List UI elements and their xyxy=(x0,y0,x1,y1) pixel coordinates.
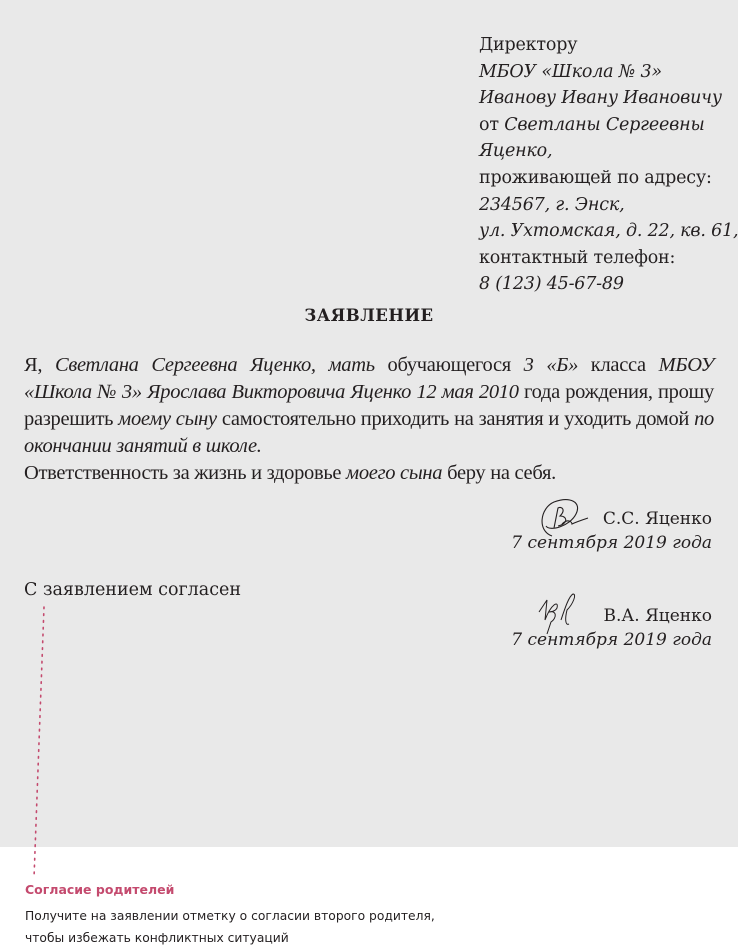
note-line-1: Получите на заявлении отметку о согласии второго родителя, xyxy=(25,909,435,923)
phone-label: контактный телефон: xyxy=(479,247,676,268)
statement-paragraph-1 xyxy=(24,352,714,460)
signature-block-father xyxy=(511,604,712,652)
note-text xyxy=(25,905,435,949)
sender-name: от Светланы Сергеевны xyxy=(479,114,705,135)
statement-text-segment: МБОУ «Школа № 3» Ярослава Викторовича Яценко 12 мая 2010 xyxy=(24,354,715,403)
statement-text-segment: по окончании занятий в школе. xyxy=(24,408,714,457)
statement-text-segment: Светлана Сергеевна Яценко, мать xyxy=(54,354,375,376)
statement-text-segment: беру на себя. xyxy=(442,462,556,484)
statement-paragraph-2 xyxy=(24,460,714,487)
addressee-position: Директору xyxy=(479,35,578,55)
statement-text-segment: года рождения, прошу разрешить xyxy=(24,381,714,430)
statement-body xyxy=(24,352,714,487)
sender-surname: Яценко, xyxy=(479,141,553,162)
address-city: 234567, г. Энск, xyxy=(479,194,625,215)
address-label: проживающей по адресу: xyxy=(479,167,712,188)
addressee-director-name: Иванову Ивану Ивановичу xyxy=(479,88,722,109)
note-title: Согласие родителей xyxy=(25,882,175,897)
address-street: ул. Ухтомская, д. 22, кв. 61, xyxy=(479,221,738,242)
addressee-block xyxy=(479,32,738,298)
note-line-2: чтобы избежать конфликтных ситуаций xyxy=(25,931,289,945)
statement-text-segment: моего сына xyxy=(346,462,443,484)
signature-block-mother xyxy=(511,507,712,555)
statement-text-segment: обучающегося xyxy=(374,354,524,376)
signature-date: 7 сентября 2019 года xyxy=(511,533,712,553)
signature-date: 7 сентября 2019 года xyxy=(511,630,712,650)
statement-text-segment: Ответственность за жизнь и здоровье xyxy=(24,462,347,484)
statement-text-segment: 3 «Б» xyxy=(523,354,579,376)
document-title: ЗАЯВЛЕНИЕ xyxy=(304,306,434,325)
statement-text-segment: Я, xyxy=(24,354,55,376)
statement-text-segment: класса xyxy=(578,354,659,376)
signer-name: С.С. Яценко xyxy=(602,509,712,529)
signer-name: В.А. Яценко xyxy=(603,606,712,626)
addressee-school: МБОУ «Школа № 3» xyxy=(479,61,662,82)
agreement-text: С заявлением согласен xyxy=(24,580,242,600)
statement-text-segment: самостоятельно приходить на занятия и уходить домой xyxy=(216,408,695,430)
statement-text-segment: моему сыну xyxy=(118,408,217,430)
phone-number: 8 (123) 45-67-89 xyxy=(479,274,624,295)
